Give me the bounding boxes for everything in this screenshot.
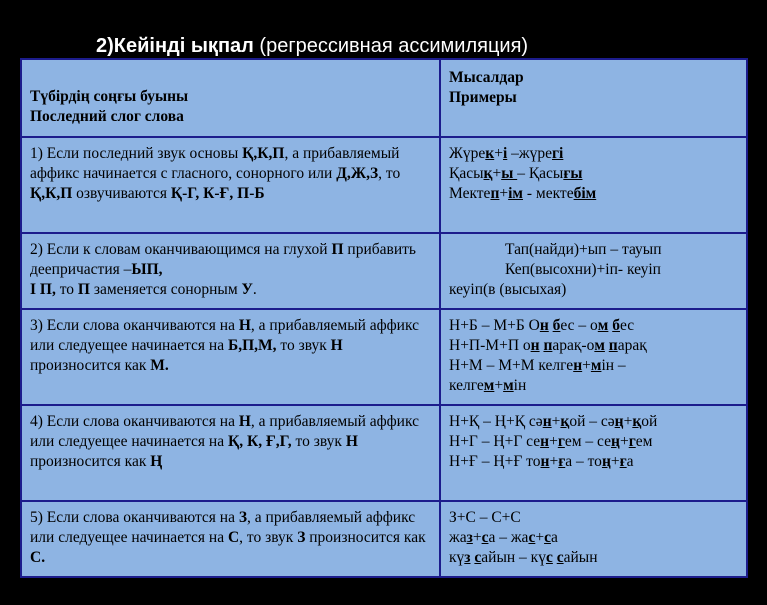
example-line: Мектеп+ім - мектебім (449, 185, 597, 202)
rule-letters: З (297, 529, 306, 546)
rule-letters: П (331, 241, 344, 258)
header-right-cell (440, 59, 747, 137)
rule-letters: Н (238, 317, 251, 334)
example-line: кеуіп(в (высыхая) (449, 281, 567, 298)
rule-text: 1) Если последний звук основы (30, 145, 243, 162)
rule-letters: Қ,К,П (30, 185, 73, 202)
example-line: Кеп(высохни)+іп- кеуіп (505, 261, 661, 278)
example-line: жаз+са – жас+са (449, 529, 558, 546)
rule-text: произносится как (30, 453, 151, 470)
rule-text: , а прибавляемый аффикс начинается с гласного, сонорного или (30, 145, 400, 182)
rule-letters: З (238, 509, 248, 526)
header-left-cell (21, 59, 440, 137)
rule-text: заменяется сонорным (89, 281, 242, 298)
rule-text: . (252, 281, 257, 298)
rule-text: , а прибавляемый аффикс или следуещее начинается на (30, 509, 416, 546)
rule-cell-1 (21, 137, 440, 233)
table-row (21, 137, 747, 233)
example-line: келгем+мін (449, 377, 527, 394)
rule-letters: Д,Ж,З (336, 165, 379, 182)
rule-letters: П (77, 281, 90, 298)
rule-cell-2 (21, 233, 440, 309)
example-line: күз сайын – күс сайын (449, 549, 598, 566)
title-sub: (регрессивная ассимиляция) (259, 35, 529, 57)
rule-text: 2) Если к словам оканчивающимся на глухой (30, 241, 332, 258)
examples-cell-5 (440, 501, 747, 577)
table-row (21, 501, 747, 577)
rule-text: , а прибавляемый аффикс или следуещее начинается на (30, 413, 419, 450)
rule-text: 5) Если слова оканчиваются на (30, 509, 239, 526)
example-line: Н+Г – Ң+Г сен+гем – сең+гем (449, 433, 653, 450)
rule-text: , то звук (239, 529, 298, 546)
rule-letters: І П, (30, 281, 56, 298)
header-right-kz: Мысалдар (449, 69, 524, 86)
table-row (21, 309, 747, 405)
slide-title (96, 35, 528, 58)
header-right-ru: Примеры (449, 89, 517, 106)
rule-letters: С (227, 529, 240, 546)
example-line: Қасық+ы – Қасығы (449, 165, 583, 182)
examples-cell-1 (440, 137, 747, 233)
rule-text: прибавить деепричастия – (30, 241, 416, 278)
rule-text: то звук (291, 433, 346, 450)
title-main: 2)Кейінді ықпал (96, 35, 254, 57)
rule-letters: М. (150, 357, 169, 374)
assimilation-table (20, 58, 748, 578)
rule-letters: У (241, 281, 253, 298)
rule-text: произносится как (30, 357, 151, 374)
header-left-kz: Түбірдің соңғы буыны (30, 88, 189, 105)
rule-text: то (55, 281, 78, 298)
table-row (21, 233, 747, 309)
example-line: Н+Б – М+Б Он бес – ом бес (449, 317, 635, 334)
rule-letters: Н (345, 433, 358, 450)
rule-text: , то (378, 165, 401, 182)
rule-letters: ЫП, (131, 261, 163, 278)
examples-cell-4 (440, 405, 747, 501)
examples-cell-2 (440, 233, 747, 309)
example-line: Жүрек+і –жүрегі (449, 145, 564, 162)
table-row (21, 405, 747, 501)
rule-text: то звук (276, 337, 331, 354)
example-line: Тап(найди)+ып – тауып (505, 241, 662, 258)
rule-letters: Қ-Г, К-Ғ, П-Б (170, 185, 265, 202)
rule-letters: С. (30, 549, 46, 566)
rule-cell-4 (21, 405, 440, 501)
rule-letters: Қ, К, Ғ,Г, (227, 433, 292, 450)
rule-text: 3) Если слова оканчиваются на (30, 317, 239, 334)
table-header-row (21, 59, 747, 137)
example-line: Н+Қ – Ң+Қ сән+қой – сәң+қой (449, 413, 658, 430)
example-line: Н+М – М+М келген+мін – (449, 357, 626, 374)
rule-letters: Н (330, 337, 343, 354)
rule-letters: Б,П,М, (227, 337, 277, 354)
rule-cell-5 (21, 501, 440, 577)
rule-text: произносится как (305, 529, 426, 546)
example-line: Н+Ғ – Ң+Ғ тон+ға – тоң+ға (449, 453, 634, 470)
rule-letters: Қ,К,П (242, 145, 285, 162)
rule-letters: Ң (150, 453, 163, 470)
header-left-ru: Последний слог слова (30, 108, 184, 125)
rule-text: , а прибавляемый аффикс или следуещее начинается на (30, 317, 419, 354)
rule-letters: Н (238, 413, 251, 430)
examples-cell-3 (440, 309, 747, 405)
rule-text: озвучиваются (72, 185, 171, 202)
example-line: Н+П-М+П он парақ-ом парақ (449, 337, 647, 354)
example-line: З+С – С+С (449, 509, 521, 526)
rule-text: 4) Если слова оканчиваются на (30, 413, 239, 430)
rule-cell-3 (21, 309, 440, 405)
